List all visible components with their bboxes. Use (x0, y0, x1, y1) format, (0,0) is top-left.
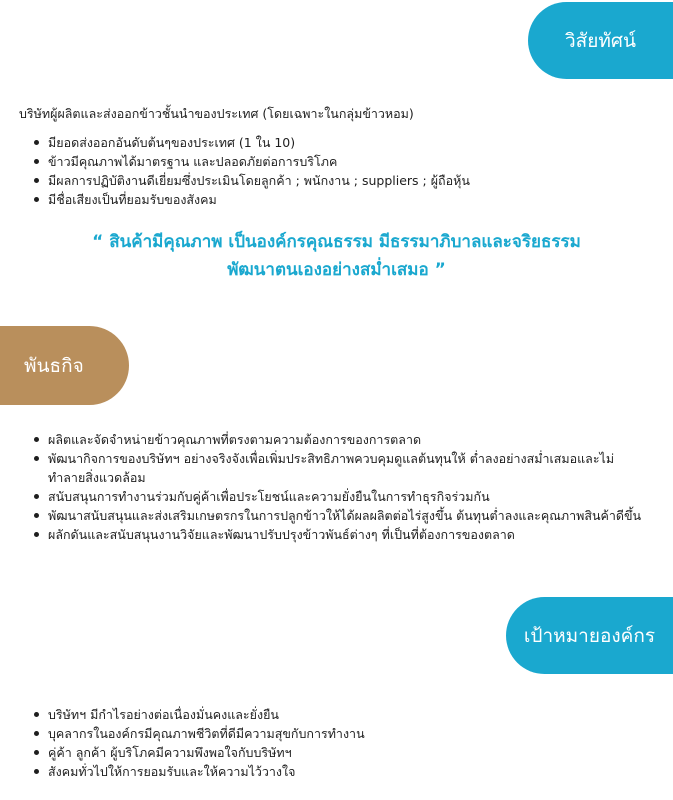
list-item: สังคมทั่วไปให้การยอมรับและให้ความไว้วางใจ (32, 762, 643, 781)
list-item: พัฒนาสนับสนุนและส่งเสริมเกษตรกรในการปลูกข้าวให้ได้ผลผลิตต่อไร่สูงขึ้น ต้นทุนต่ำลงและคุณภาพสินค้าดีขึ้น (32, 506, 651, 525)
quote-line-2: พัฒนาตนเองอย่างสม่ำเสมอ ” (227, 260, 446, 280)
goals-heading-label: เป้าหมายองค์กร (523, 624, 656, 647)
list-item: บุคลากรในองค์กรมีคุณภาพชีวิตที่ดีมีความสุขกับการทำงาน (32, 724, 643, 743)
list-item: ข้าวมีคุณภาพได้มาตรฐาน และปลอดภัยต่อการบริโภค (32, 152, 643, 171)
list-item: ผลิตและจัดจำหน่ายข้าวคุณภาพที่ตรงตามความต้องการของการตลาด (32, 430, 651, 449)
vision-quote (20, 228, 653, 284)
vision-list (32, 133, 643, 209)
mission-heading (0, 326, 129, 405)
vision-heading-label: วิสัยทัศน์ (565, 29, 636, 52)
list-item: ผลักดันและสนับสนุนงานวิจัยและพัฒนาปรับปรุงข้าวพันธ์ต่างๆ ที่เป็นที่ต้องการของตลาด (32, 525, 651, 544)
vision-intro: บริษัทผู้ผลิตและส่งออกข้าวชั้นนำของประเทศ (โดยเฉพาะในกลุ่มข้าวหอม) (19, 106, 414, 121)
list-item: มีชื่อเสียงเป็นที่ยอมรับของสังคม (32, 190, 643, 209)
list-item: พัฒนากิจการของบริษัทฯ อย่างจริงจังเพื่อเพิ่มประสิทธิภาพควบคุมดูแลต้นทุนให้ ต่ำลงอย่างสม่ำเสมอและไม่ทำลายสิ่งแวดล้อม (32, 449, 651, 487)
list-item: สนับสนุนการทำงานร่วมกับคู่ค้าเพื่อประโยชน์และความยั่งยืนในการทำธุรกิจร่วมกัน (32, 487, 651, 506)
goals-heading (506, 597, 673, 674)
list-item: คู่ค้า ลูกค้า ผู้บริโภคมีความพึงพอใจกับบริษัทฯ (32, 743, 643, 762)
goals-list (32, 705, 643, 781)
mission-heading-label: พันธกิจ (24, 354, 84, 377)
list-item: มีผลการปฏิบัติงานดีเยี่ยมซึ่งประเมินโดยลูกค้า ; พนักงาน ; suppliers ; ผู้ถือหุ้น (32, 171, 643, 190)
vision-heading (528, 2, 673, 79)
mission-list (32, 430, 651, 544)
list-item: มียอดส่งออกอันดับต้นๆของประเทศ (1 ใน 10) (32, 133, 643, 152)
quote-line-1: “ สินค้ามีคุณภาพ เป็นองค์กรคุณธรรม มีธรรมาภิบาลและจริยธรรม (92, 232, 581, 252)
list-item: บริษัทฯ มีกำไรอย่างต่อเนื่องมั่นคงและยั่งยืน (32, 705, 643, 724)
